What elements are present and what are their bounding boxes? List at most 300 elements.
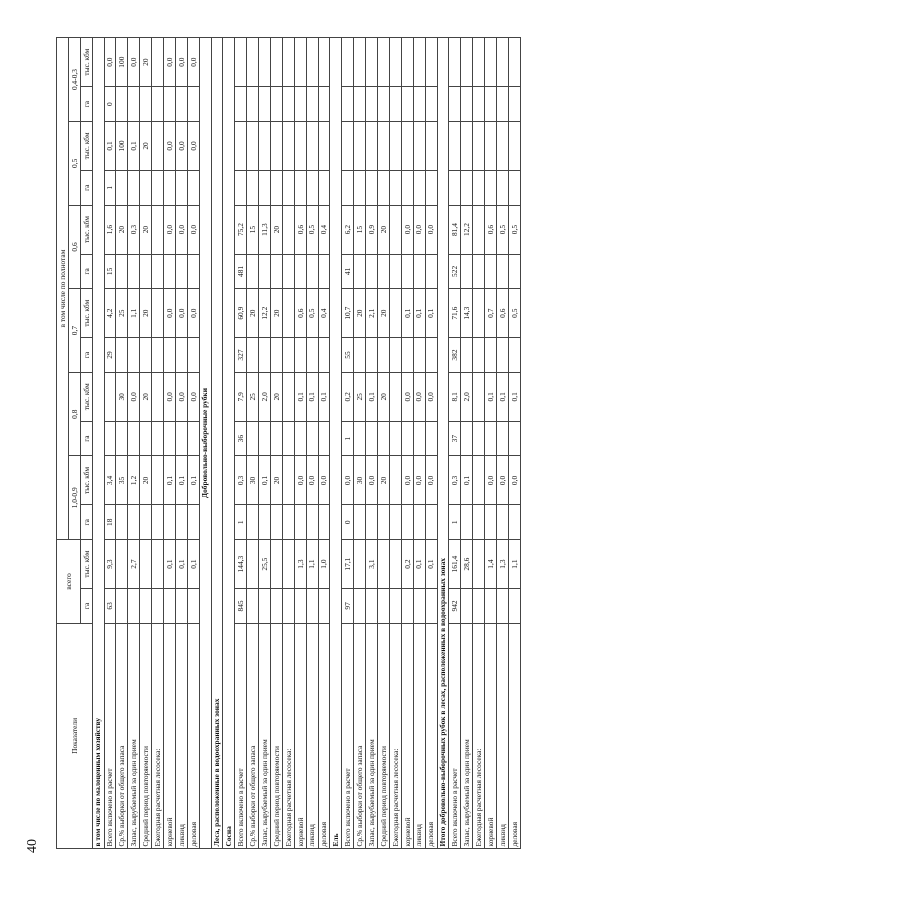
table-cell	[473, 38, 485, 87]
table-cell	[413, 589, 425, 624]
table-cell	[306, 338, 318, 373]
table-cell	[128, 170, 140, 205]
table-cell	[508, 421, 520, 456]
table-cell	[282, 589, 294, 624]
table-cell	[342, 122, 354, 171]
table-cell	[366, 170, 378, 205]
table-cell	[140, 540, 152, 589]
table-cell	[461, 170, 473, 205]
table-cell: 20	[140, 456, 152, 505]
table-row	[152, 38, 164, 849]
table-cell: 0,0	[164, 122, 176, 171]
table-cell: 0,0	[175, 289, 187, 338]
table-cell: 1,1	[306, 540, 318, 589]
table-cell	[508, 505, 520, 540]
header-indicators: Показатели	[57, 623, 93, 848]
row-label: Ср.% выборки от общего запаса	[247, 623, 259, 848]
table-cell	[152, 505, 164, 540]
table-cell	[116, 505, 128, 540]
table-cell	[282, 122, 294, 171]
section-row	[211, 38, 223, 849]
table-cell: 144,3	[235, 540, 247, 589]
table-cell	[496, 505, 508, 540]
table-cell: 12,2	[461, 205, 473, 254]
table-cell	[164, 589, 176, 624]
table-cell: 0,0	[164, 289, 176, 338]
table-cell: 942	[449, 589, 461, 624]
row-label: корневой	[485, 623, 497, 848]
table-cell	[508, 87, 520, 122]
table-cell: 0,0	[425, 372, 437, 421]
table-cell	[282, 205, 294, 254]
table-cell: 20	[140, 289, 152, 338]
table-cell	[259, 170, 271, 205]
table-cell: 1,4	[485, 540, 497, 589]
row-label: Запас, вырубаемый за один прием	[259, 623, 271, 848]
row-label: ликвид	[175, 623, 187, 848]
header-by-density: в том числе по полнотам	[57, 38, 69, 540]
table-cell: 1	[342, 421, 354, 456]
table-cell	[401, 338, 413, 373]
table-cell	[187, 589, 199, 624]
table-cell	[366, 505, 378, 540]
table-cell: 20	[354, 289, 366, 338]
header-total: всего	[57, 540, 81, 624]
table-cell	[389, 289, 401, 338]
table-cell: 0,0	[425, 205, 437, 254]
section-row	[223, 38, 235, 849]
table-cell	[164, 170, 176, 205]
header-vol: тыс. кбм	[80, 372, 92, 421]
row-label: Средний период повторяемости	[271, 623, 283, 848]
table-cell: 11,3	[259, 205, 271, 254]
table-cell	[389, 338, 401, 373]
row-label: деловая	[425, 623, 437, 848]
table-cell: 30	[247, 456, 259, 505]
allowable-cut-table	[56, 37, 521, 849]
table-cell: 20	[116, 205, 128, 254]
table-cell	[485, 338, 497, 373]
table-cell	[294, 170, 306, 205]
table-cell	[473, 254, 485, 289]
table-cell	[354, 254, 366, 289]
table-cell	[378, 122, 390, 171]
table-row	[354, 38, 366, 849]
table-cell	[164, 87, 176, 122]
table-cell: 0,0	[496, 456, 508, 505]
table-cell	[473, 505, 485, 540]
table-cell	[401, 254, 413, 289]
table-row	[259, 38, 271, 849]
table-cell: 1	[104, 170, 116, 205]
row-label: Запас, вырубаемый за один прием	[366, 623, 378, 848]
table-cell	[378, 87, 390, 122]
table-cell	[235, 38, 247, 87]
table-cell	[413, 87, 425, 122]
table-cell	[152, 38, 164, 87]
table-cell	[485, 505, 497, 540]
header-ga: га	[80, 338, 92, 373]
table-cell	[389, 87, 401, 122]
table-cell: 0,0	[187, 38, 199, 87]
table-cell	[425, 87, 437, 122]
section-title: Итого добровольно-выборочных рубок в лесах, расположенных в водоохранных зонах	[437, 38, 449, 849]
section-row	[330, 38, 342, 849]
row-label: корневой	[164, 623, 176, 848]
table-cell	[306, 505, 318, 540]
table-cell	[425, 170, 437, 205]
table-cell: 25,5	[259, 540, 271, 589]
table-cell: 20	[140, 205, 152, 254]
table-row	[473, 38, 485, 849]
table-cell	[282, 421, 294, 456]
table-cell: 12,2	[259, 289, 271, 338]
table-cell	[294, 122, 306, 171]
table-cell	[413, 122, 425, 171]
table-cell: 6,2	[342, 205, 354, 254]
table-cell	[378, 589, 390, 624]
table-cell	[140, 421, 152, 456]
table-cell	[449, 38, 461, 87]
table-cell	[282, 289, 294, 338]
table-cell	[140, 589, 152, 624]
table-cell	[508, 338, 520, 373]
table-cell	[366, 254, 378, 289]
table-row	[425, 38, 437, 849]
table-cell	[378, 421, 390, 456]
header-group: 0,5	[68, 122, 80, 206]
table-cell: 0,4	[318, 205, 330, 254]
row-label: ликвид	[496, 623, 508, 848]
table-cell: 20	[247, 289, 259, 338]
table-row	[485, 38, 497, 849]
table-cell	[496, 170, 508, 205]
table-cell	[306, 170, 318, 205]
table-cell	[306, 38, 318, 87]
table-cell	[140, 87, 152, 122]
table-cell	[473, 205, 485, 254]
table-cell: 0,0	[294, 456, 306, 505]
table-cell	[485, 589, 497, 624]
table-cell: 0,6	[294, 205, 306, 254]
row-label: Всего включено в расчет	[449, 623, 461, 848]
table-cell	[485, 170, 497, 205]
table-cell: 8,1	[449, 372, 461, 421]
table-cell	[473, 421, 485, 456]
table-cell	[164, 421, 176, 456]
table-cell: 30	[116, 372, 128, 421]
header-ga: га	[80, 505, 92, 540]
table-cell	[187, 338, 199, 373]
table-cell	[247, 338, 259, 373]
table-cell	[485, 254, 497, 289]
table-cell	[175, 505, 187, 540]
table-cell	[378, 540, 390, 589]
table-cell	[425, 589, 437, 624]
table-cell	[104, 421, 116, 456]
table-row	[140, 38, 152, 849]
table-cell	[508, 254, 520, 289]
header-ga: га	[80, 589, 92, 624]
table-cell: 0,0	[187, 205, 199, 254]
table-cell	[259, 338, 271, 373]
table-cell	[401, 87, 413, 122]
table-row	[247, 38, 259, 849]
table-cell: 15	[104, 254, 116, 289]
table-cell: 20	[271, 205, 283, 254]
table-cell	[116, 540, 128, 589]
table-cell	[128, 421, 140, 456]
row-label: Средний период повторяемости	[140, 623, 152, 848]
table-cell: 25	[247, 372, 259, 421]
table-cell	[461, 589, 473, 624]
table-cell: 60,9	[235, 289, 247, 338]
table-cell	[354, 38, 366, 87]
table-cell	[342, 38, 354, 87]
table-cell	[271, 38, 283, 87]
table-cell: 0	[342, 505, 354, 540]
table-cell	[152, 456, 164, 505]
table-cell: 845	[235, 589, 247, 624]
table-cell: 41	[342, 254, 354, 289]
table-cell	[247, 540, 259, 589]
table-cell: 0,1	[318, 372, 330, 421]
table-cell	[282, 38, 294, 87]
table-cell	[175, 338, 187, 373]
table-cell	[318, 170, 330, 205]
table-cell: 0,6	[485, 205, 497, 254]
table-cell	[473, 589, 485, 624]
table-cell	[152, 289, 164, 338]
table-cell	[461, 122, 473, 171]
table-cell	[401, 122, 413, 171]
table-cell	[116, 589, 128, 624]
table-cell: 0,1	[425, 540, 437, 589]
table-cell: 0,0	[175, 372, 187, 421]
table-cell: 3,4	[104, 456, 116, 505]
table-cell: 0,3	[128, 205, 140, 254]
table-cell: 4,2	[104, 289, 116, 338]
table-cell	[389, 205, 401, 254]
table-cell: 0,0	[164, 38, 176, 87]
table-cell	[318, 589, 330, 624]
table-cell	[271, 421, 283, 456]
table-cell	[271, 254, 283, 289]
table-cell	[271, 338, 283, 373]
table-cell	[294, 254, 306, 289]
table-cell	[306, 87, 318, 122]
table-cell: 0,2	[401, 540, 413, 589]
row-label: Ежегодная расчетная лесосека:	[389, 623, 401, 848]
table-cell	[271, 170, 283, 205]
table-cell: 0,0	[187, 372, 199, 421]
table-cell: 0,6	[496, 289, 508, 338]
table-cell: 20	[140, 38, 152, 87]
table-cell: 20	[378, 456, 390, 505]
table-cell	[473, 540, 485, 589]
table-row	[164, 38, 176, 849]
table-cell	[187, 505, 199, 540]
table-cell: 0,0	[175, 122, 187, 171]
table-cell	[247, 505, 259, 540]
header-group: 0,8	[68, 372, 80, 456]
section-title: в том числе по малоценным хозяйству	[92, 38, 104, 849]
table-cell: 0,0	[342, 456, 354, 505]
table-row	[389, 38, 401, 849]
table-cell	[259, 254, 271, 289]
table-cell	[187, 170, 199, 205]
table-cell	[247, 122, 259, 171]
header-ga: га	[80, 170, 92, 205]
table-cell	[508, 589, 520, 624]
table-cell	[425, 254, 437, 289]
table-row	[496, 38, 508, 849]
table-cell: 0,5	[306, 205, 318, 254]
table-cell	[152, 540, 164, 589]
table-cell	[187, 87, 199, 122]
table-cell: 100	[116, 38, 128, 87]
table-cell	[247, 87, 259, 122]
table-cell	[485, 87, 497, 122]
table-cell	[152, 87, 164, 122]
table-row	[508, 38, 520, 849]
table-cell	[366, 122, 378, 171]
table-cell: 14,3	[461, 289, 473, 338]
table-cell: 0	[104, 87, 116, 122]
table-cell	[235, 87, 247, 122]
table-cell	[271, 540, 283, 589]
table-cell: 2,0	[461, 372, 473, 421]
table-row	[413, 38, 425, 849]
table-cell	[152, 421, 164, 456]
header-vol: тыс. кбм	[80, 38, 92, 87]
table-cell: 0,0	[366, 456, 378, 505]
table-cell: 30	[354, 456, 366, 505]
table-cell: 1,0	[318, 540, 330, 589]
table-cell	[449, 87, 461, 122]
table-cell	[282, 372, 294, 421]
section-row	[437, 38, 449, 849]
table-cell: 0,3	[235, 456, 247, 505]
table-cell: 0,0	[187, 122, 199, 171]
header-vol: тыс. кбм	[80, 456, 92, 505]
table-cell	[164, 505, 176, 540]
table-cell	[187, 421, 199, 456]
table-cell	[271, 122, 283, 171]
section-title: Ель	[330, 38, 342, 849]
table-cell: 0,1	[508, 372, 520, 421]
table-cell	[282, 540, 294, 589]
table-cell: 29	[104, 338, 116, 373]
table-cell	[175, 589, 187, 624]
table-cell: 20	[271, 289, 283, 338]
table-cell: 20	[271, 456, 283, 505]
table-cell: 1,3	[496, 540, 508, 589]
table-cell	[318, 122, 330, 171]
table-cell	[116, 421, 128, 456]
table-cell	[389, 505, 401, 540]
table-cell	[140, 338, 152, 373]
table-cell	[473, 338, 485, 373]
table-cell: 0,1	[461, 456, 473, 505]
table-cell	[140, 505, 152, 540]
table-cell: 1	[449, 505, 461, 540]
table-cell	[366, 38, 378, 87]
table-cell: 63	[104, 589, 116, 624]
table-cell	[247, 170, 259, 205]
table-cell	[342, 87, 354, 122]
table-cell: 0,1	[413, 540, 425, 589]
table-row	[318, 38, 330, 849]
table-cell	[247, 38, 259, 87]
table-cell	[366, 421, 378, 456]
row-label: деловая	[187, 623, 199, 848]
table-cell	[508, 38, 520, 87]
table-cell	[354, 589, 366, 624]
row-label: Средний период повторяемости	[378, 623, 390, 848]
table-cell: 0,5	[306, 289, 318, 338]
row-label: Ежегодная расчетная лесосека:	[152, 623, 164, 848]
header-ga: га	[80, 87, 92, 122]
table-cell: 0,1	[496, 372, 508, 421]
table-cell	[508, 122, 520, 171]
table-cell: 0,0	[508, 456, 520, 505]
table-cell	[152, 589, 164, 624]
table-cell: 1,2	[128, 456, 140, 505]
table-cell	[247, 589, 259, 624]
row-label: Всего включено в расчет	[104, 623, 116, 848]
table-cell	[389, 540, 401, 589]
table-cell	[259, 122, 271, 171]
table-cell	[294, 87, 306, 122]
table-cell	[378, 170, 390, 205]
table-cell: 0,0	[164, 205, 176, 254]
table-body	[92, 38, 520, 849]
table-cell: 1,1	[128, 289, 140, 338]
table-cell	[473, 87, 485, 122]
row-label: Ежегодная расчетная лесосека:	[282, 623, 294, 848]
table-cell: 20	[140, 372, 152, 421]
table-cell: 0,0	[128, 372, 140, 421]
table-cell	[259, 87, 271, 122]
table-cell	[342, 170, 354, 205]
table-cell	[389, 254, 401, 289]
table-cell: 0,0	[175, 38, 187, 87]
table-cell	[271, 589, 283, 624]
table-cell	[461, 87, 473, 122]
table-cell	[461, 421, 473, 456]
table-cell: 20	[378, 205, 390, 254]
table-cell	[366, 338, 378, 373]
table-cell	[247, 254, 259, 289]
table-cell: 0,0	[318, 456, 330, 505]
table-cell	[425, 122, 437, 171]
table-cell	[401, 421, 413, 456]
header-group: 0,6	[68, 205, 80, 289]
table-cell	[378, 505, 390, 540]
table-cell	[413, 254, 425, 289]
table-cell: 35	[116, 456, 128, 505]
table-cell	[378, 338, 390, 373]
table-cell: 100	[116, 122, 128, 171]
table-cell	[425, 421, 437, 456]
header-group: 0,4-0,3	[68, 38, 80, 122]
table-cell	[104, 372, 116, 421]
table-cell: 0,6	[294, 289, 306, 338]
header-group: 1,0-0,9	[68, 456, 80, 540]
table-cell	[247, 421, 259, 456]
table-cell	[140, 170, 152, 205]
